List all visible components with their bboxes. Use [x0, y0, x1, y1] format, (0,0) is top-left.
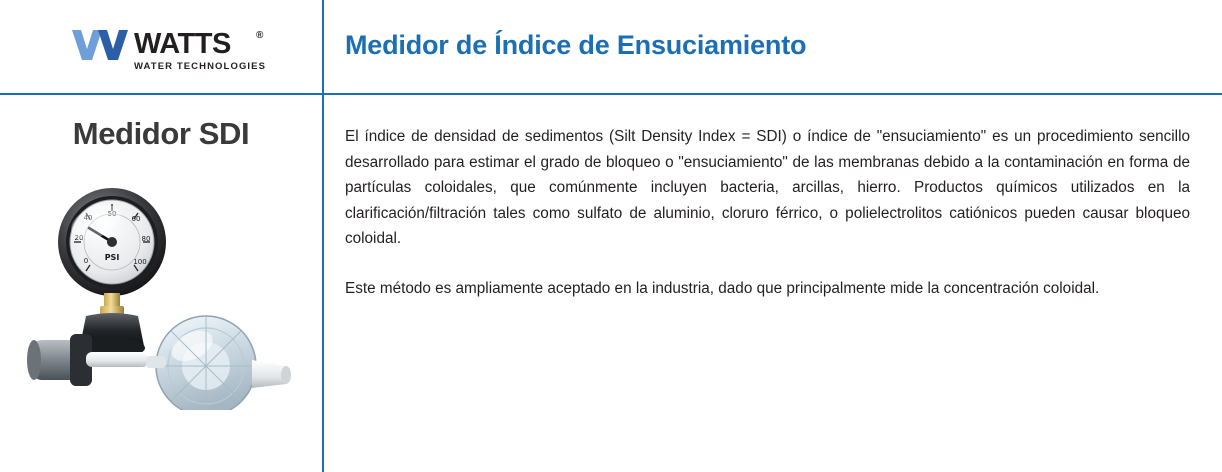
body-text: [345, 124, 1190, 301]
vertical-divider: [322, 0, 324, 472]
svg-text:80: 80: [141, 235, 151, 243]
page-title: Medidor de Índice de Ensuciamiento: [345, 30, 807, 60]
brand-logo: [72, 28, 272, 72]
svg-text:PSI: PSI: [104, 253, 120, 262]
horizontal-divider: [0, 93, 1222, 95]
svg-text:20: 20: [74, 234, 84, 242]
svg-text:100: 100: [133, 258, 147, 266]
svg-text:0: 0: [83, 257, 89, 265]
watts-double-w-logo-icon: [72, 30, 130, 60]
svg-text:50: 50: [107, 210, 117, 218]
logo-tagline: WATER TECHNOLOGIES: [134, 61, 267, 72]
svg-text:40: 40: [83, 214, 93, 222]
logo-registered-mark: ®: [256, 30, 264, 41]
logo-wordmark: WATTS: [134, 28, 231, 60]
product-title: Medidor SDI: [72, 116, 250, 151]
paragraph-2: Este método es ampliamente aceptado en la industria, dado que principalmente mide la concentración coloidal.: [345, 279, 1100, 297]
svg-text:60: 60: [131, 215, 141, 223]
sdi-meter-pressure-gauge-photo: [26, 180, 302, 410]
paragraph-1: El índice de densidad de sedimentos (Silt Density Index = SDI) o índice de "ensuciamiento" es un procedimiento sencillo desarrollado para estimar el grado de bloqueo o "ensuciamiento" de las membranas debido a la contaminación en forma de partículas coloidales, que comúnmente incluyen bacteria, arcillas, hierro. Productos químicos utilizados en la clarificación/filtración tales como sulfato de aluminio, cloruro férrico, o polielectrolitos catiónicos pueden causar bloqueo coloidal.: [345, 128, 1190, 247]
